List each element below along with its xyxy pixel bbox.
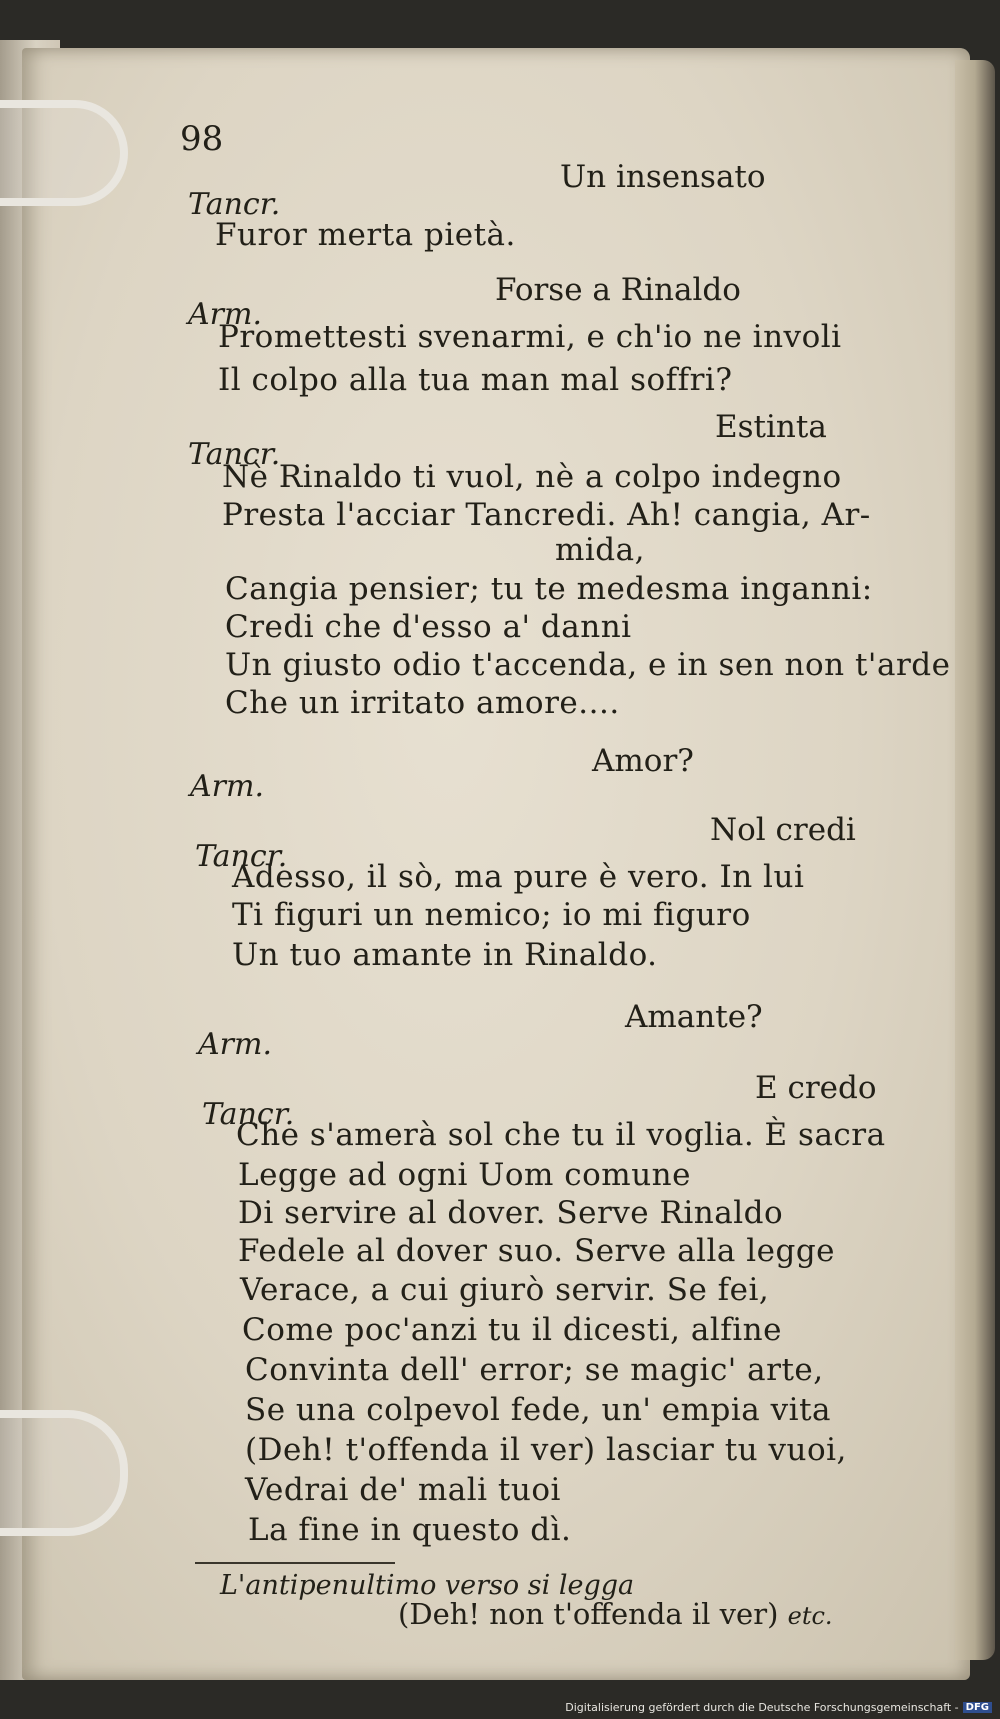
speaker-label: Arm. (188, 297, 262, 332)
page-stack-edge (955, 60, 995, 1660)
verse-line: E credo (755, 1070, 877, 1106)
verse-line: Se una colpevol fede, un' empia vita (245, 1392, 832, 1428)
speaker-label: Tancr. (188, 437, 281, 472)
digitization-credit-text: Digitalisierung gefördert durch die Deutsche Forschungsgemeinschaft - (565, 1700, 959, 1714)
speaker-label: Tancr. (202, 1097, 295, 1132)
verse-line: Vedrai de' mali tuoi (245, 1472, 561, 1508)
verse-line: Che s'amerà sol che tu il voglia. È sacra (236, 1117, 886, 1153)
verse-line: Che un irritato amore.... (225, 685, 620, 721)
verse-line: Ti figuri un nemico; io mi figuro (232, 897, 751, 933)
footnote-correction (398, 1597, 833, 1631)
verse-line: Credi che d'esso a' danni (225, 609, 632, 645)
dfg-logo: DFG (963, 1702, 992, 1713)
footnote-intro: L'antipenultimo verso si legga (220, 1570, 635, 1601)
verse-line: Estinta (715, 409, 827, 445)
verse-line: mida, (555, 532, 645, 568)
verse-line: Legge ad ogni Uom comune (238, 1157, 691, 1193)
verse-line: Un insensato (560, 159, 766, 195)
verse-line: Promettesti svenarmi, e ch'io ne involi (218, 319, 842, 355)
verse-line: Presta l'acciar Tancredi. Ah! cangia, Ar- (222, 497, 871, 533)
speaker-label: Arm. (198, 1027, 272, 1062)
speaker-label: Tancr. (195, 839, 288, 874)
verse-line: Adesso, il sò, ma pure è vero. In lui (232, 859, 805, 895)
digitization-credit (565, 1699, 992, 1715)
speaker-label: Tancr. (188, 187, 281, 222)
page-number: 98 (180, 119, 224, 159)
footnote-correction-text: (Deh! non t'offenda il ver) (398, 1597, 779, 1631)
speaker-label: Arm. (190, 769, 264, 804)
verse-line: Convinta dell' error; se magic' arte, (245, 1352, 824, 1388)
footnote-rule (195, 1562, 395, 1564)
verse-line: Nè Rinaldo ti vuol, nè a colpo indegno (222, 459, 842, 495)
verse-line: Amor? (592, 743, 694, 779)
verse-line: Un tuo amante in Rinaldo. (232, 937, 658, 973)
verse-line: Come poc'anzi tu il dicesti, alfine (242, 1312, 782, 1348)
verse-line: Furor merta pietà. (215, 217, 516, 253)
verse-line: Verace, a cui giurò servir. Se fei, (240, 1272, 770, 1308)
footnote-etc: etc. (787, 1602, 833, 1630)
verse-line: Un giusto odio t'accenda, e in sen non t'arde (225, 647, 951, 683)
verse-line: Nol credi (710, 812, 856, 848)
verse-line: Forse a Rinaldo (495, 272, 741, 308)
verse-line: Cangia pensier; tu te medesma inganni: (225, 571, 873, 607)
page-clip-bottom (0, 1410, 128, 1536)
verse-line: (Deh! t'offenda il ver) lasciar tu vuoi, (245, 1432, 847, 1468)
page-clip-top (0, 100, 128, 206)
verse-line: La fine in questo dì. (248, 1512, 572, 1548)
verse-line: Il colpo alla tua man mal soffri? (218, 362, 733, 398)
verse-line: Amante? (625, 999, 763, 1035)
verse-line: Fedele al dover suo. Serve alla legge (238, 1233, 836, 1269)
verse-line: Di servire al dover. Serve Rinaldo (238, 1195, 784, 1231)
